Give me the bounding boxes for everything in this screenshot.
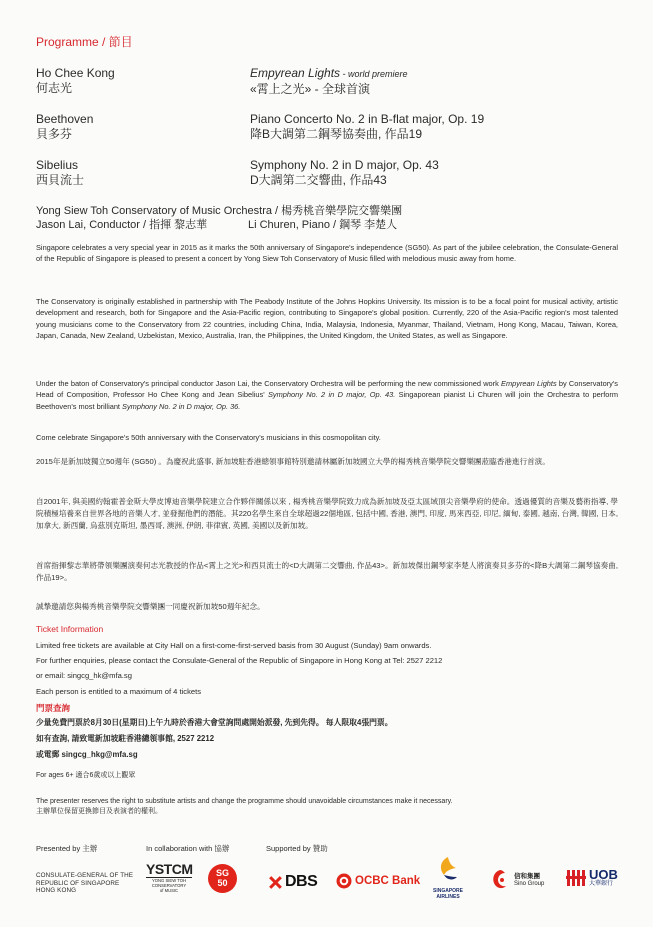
sino-zh: 信和集團 [514,872,540,880]
paragraph-zh-3: 首席指揮黎志華將帶領樂團演奏何志光教授的作品<霄上之光>和西貝流士的<D大調第二交響曲, 作品43>。新加坡傑出鋼琴家李楚人將演奏貝多芬的<降B大調第二鋼琴協奏曲, 作品19>。 [36,561,618,582]
ystcm-sub: of MUSIC [159,887,179,893]
work-zh: 降B大調第二鋼琴協奏曲, 作品19 [250,127,423,141]
ystcm-sub: YONG SIEW TOH [151,878,187,883]
work-en: Empyrean Lights [250,66,341,80]
p3-italic: Empyrean Lights [501,379,557,388]
ystcm-sub: CONSERVATORY [151,882,187,888]
p3-text: by Conservatory's Head of Composition, Professor Ho Chee Kong and Jean Sibelius' [36,379,618,400]
sg50-bottom: 50 [217,878,228,888]
work [250,158,610,188]
sino-text [514,873,544,888]
consulate-logo-text [36,872,133,895]
work-en: Piano Concerto No. 2 in B-flat major, Op. 19 [250,112,485,126]
uob-icon [566,868,586,888]
paragraph-en-2: The Conservatory is originally established in partnership with The Peabody Institute of the Johns Hopkins University. Its mission is to be a focal point for musical activity, artistic development and research, both for Singapore and the Asia-Pacific region, contributing to Singapore's global position. Currently, 220 of the Asia-Pacific region's most talented young musicians come to the Conservatory from 22 countries, including China, India, Malaysia, Indonesia, Myanmar, Thailand, Vietnam, Hong Kong, Macau, Taiwan, Korea, Japan, Canada, New Zealand, Uzbekistan, Mexico, Australia, Iran, the Philippines, the United Kingdom, the United States, as well as Singapore. [36,297,618,341]
cg-line: CONSULATE-GENERAL OF THE [36,872,134,879]
uob-zh: 大華銀行 [589,881,614,887]
section-title: Programme / 節目 [36,35,133,49]
sia-text: AIRLINES [436,894,460,900]
ystcm-logo [146,862,192,893]
paragraph-en-1: Singapore celebrates a very special year in 2015 as it marks the 50th anniversary of Singapore's independence (SG50). As part of the jubilee celebration, the Consulate-General of the Republic of Singapore is pleased to present a concert by Yong Siew Toh Conservatory of Music filled with melodious music away from home. [36,243,618,264]
paragraph-zh-1: 2015年是新加坡獨立50週年 (SG50) 。為慶祝此盛事, 新加坡駐香港總領事館特別邀請林屬新加坡國立大學的楊秀桃音樂學院交響樂團蒞臨香港進行首演。 [36,457,550,466]
composer [36,158,236,188]
supported-by-label: Supported by 贊助 [266,844,328,853]
uob-logo [566,868,618,888]
uob-text [589,868,618,888]
p3-italic: Symphony No. 2 in D major, Op. 36. [122,401,241,411]
ocbc-wordmark: OCBC Bank [355,875,421,887]
dbs-star-icon [268,875,283,890]
presented-by-label: Presented by 主辦 [36,844,98,853]
work-zh: D大調第二交響曲, 作品43 [250,173,387,187]
composer-zh: 西貝流士 [36,173,85,187]
sino-logo [490,869,544,891]
ocbc-logo [336,873,420,889]
orchestra-name: Yong Siew Toh Conservatory of Music Orchestra / 楊秀桃音樂學院交響樂團 [36,205,403,217]
cg-line: HONG KONG [36,887,77,895]
ticket-line-zh: 少量免費門票於8月30日(星期日)上午九時於香港大會堂詢問處開始派發, 先到先得。 每人限取4張門票。 [36,718,393,727]
orchestra-credits [36,204,402,232]
paragraph-zh-4: 誠摯邀請您與楊秀桃音樂學院交響樂團一同慶祝新加坡50週年紀念。 [36,602,265,611]
composer-zh: 何志光 [36,81,73,95]
composer-zh: 貝多芬 [36,127,73,141]
ticket-line: For further enquiries, please contact the Consulate-General of the Republic of Singapore in Hong Kong at Tel: 2527 2212 [36,656,443,665]
notice-en: The presenter reserves the right to substitute artists and change the programme should unavoidable circumstances make it necessary. [36,798,453,805]
ticket-line: Limited free tickets are available at City Hall on a first-come-first-served basis from 30 August (Sunday) 9am onwards. [36,641,432,650]
dbs-wordmark: DBS [285,873,318,890]
composer-en: Ho Chee Kong [36,66,115,80]
conductor: Jason Lai, Conductor / 指揮 黎志華 [36,219,208,231]
sino-en: Sino Group [514,880,545,887]
ticket-line-zh: 如有查詢, 請致電新加坡駐香港總領事館, 2527 2212 [36,734,215,743]
composer [36,66,236,96]
work-en: Symphony No. 2 in D major, Op. 43 [250,158,439,172]
cg-line: REPUBLIC OF SINGAPORE [36,879,120,887]
paragraph-zh-2: 自2001年, 與美國約翰霍普金斯大學皮博迪音樂學院建立合作夥伴關係以來 , 楊秀桃音樂學院致力成為新加坡及亞太區域頂尖音樂學府的使命。透過優質的音樂及藝術指導, 學院積極培養來自世界各地的音樂人才, 並發掘他們的潛能。其220名學生來自全球超過22個地區, 包括中國, 香港, 澳門, 印度, 馬來西亞, 印尼, 緬甸, 泰國, 越南, 台灣, 韓國, 日本, 加拿大, 新西蘭, 烏茲別克斯坦, 墨西哥, 澳洲, 伊朗, 菲律賓, 英國, 美國以及新加坡。 [36,497,618,530]
sg50-top: SG [215,868,229,878]
p3-italic: Symphony No. 2 in D major, Op. 43. [267,390,396,400]
sino-icon [490,869,510,891]
work-note: - world premiere [340,69,408,79]
dbs-logo [268,873,317,891]
composer-en: Sibelius [36,158,79,172]
ticket-line: or email: singcg_hk@mfa.sg [36,671,132,680]
ticket-line: Each person is entitled to a maximum of 4 tickets [36,687,202,696]
ticket-title-zh: 門票查詢 [36,703,71,713]
work [250,112,610,142]
collaboration-label: In collaboration with 協辦 [146,844,230,853]
work-en-line [250,66,610,82]
age-note: For ages 6+ 適合6歲或以上觀眾 [36,772,136,779]
pianist: Li Churen, Piano / 鋼琴 李楚人 [248,219,398,231]
sia-bird-icon [435,855,461,883]
composer-en: Beethoven [36,112,94,126]
uob-wordmark: UOB [589,867,618,882]
ticket-line-zh: 或電郵 singcg_hkg@mfa.sg [36,750,138,759]
p3-text: Singaporean pianist Li Churen will join the Orchestra to perform Beethoven's most brilliant [36,390,618,411]
sia-text: SINGAPORE [432,888,463,894]
ystcm-wordmark: YSTCM [146,861,193,877]
work [250,66,610,97]
composer [36,112,236,142]
ocbc-icon [336,873,352,889]
ticket-title: Ticket Information [36,624,104,634]
performers [36,218,402,232]
paragraph-en-3 [36,378,618,412]
paragraph-en-4: Come celebrate Singapore's 50th anniversary with the Conservatory's musicians in this cosmopolitan city. [36,433,381,442]
sg50-logo [208,864,237,893]
sia-logo [428,855,468,900]
work-zh: «霄上之光» - 全球首演 [250,82,371,96]
notice-zh: 主辦單位保留更換節目及表演者的權利。 [36,808,162,815]
p3-text: Under the baton of Conservatory's principal conductor Jason Lai, the Conservatory Orchestra will be performing the new commissioned work [36,379,502,388]
